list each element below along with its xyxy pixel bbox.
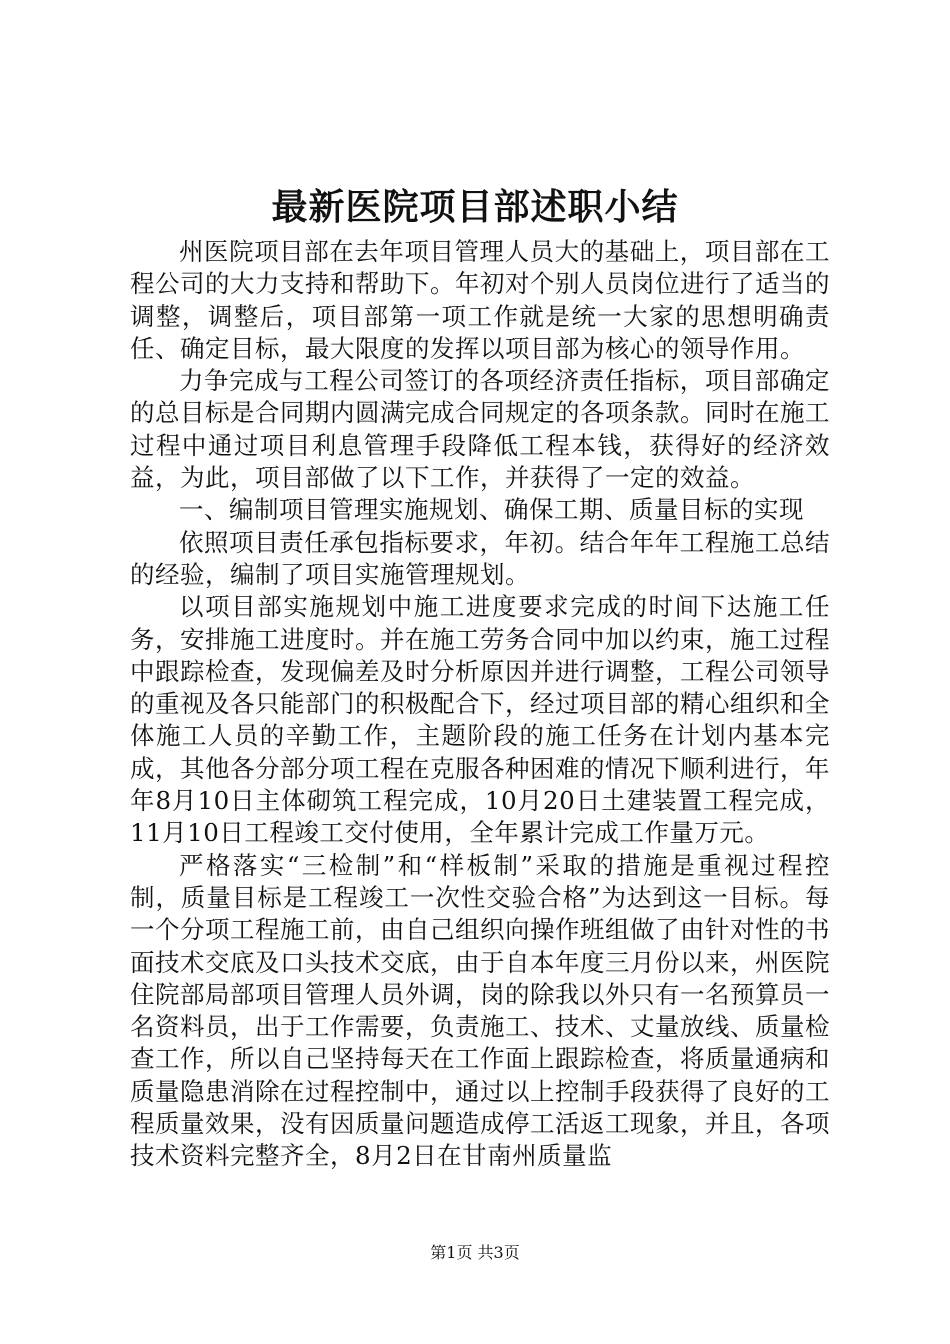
document-body — [130, 236, 830, 1173]
document-title: 最新医院项目部述职小结 — [271, 186, 679, 228]
page-footer: 第1页 共3页 — [430, 1243, 520, 1262]
paragraph-schedule: 以项目部实施规划中施工进度要求完成的时间下达施工任务，安排施工进度时。并在施工劳务合同中加以约束，施工过程中跟踪检查，发现偏差及时分析原因并进行调整，工程公司领导的重视及各只能部门的积极配合下，经过项目部的精心组织和全体施工人员的辛勤工作，主题阶段的施工任务在计划内基本完成，其他各分部分项工程在克服各种困难的情况下顺利进行，年年8月10日主体砌筑工程完成，10月20日土建装置工程完成，11月10日工程竣工交付使用，全年累计完成工作量万元。 — [130, 592, 830, 848]
paragraph-planning: 依照项目责任承包指标要求，年初。结合年年工程施工总结的经验，编制了项目实施管理规划。 — [130, 527, 830, 589]
paragraph-intro: 州医院项目部在去年项目管理人员大的基础上，项目部在工程公司的大力支持和帮助下。年初对个别人员岗位进行了适当的调整，调整后，项目部第一项工作就是统一大家的思想明确责任、确定目标，最大限度的发挥以项目部为核心的领导作用。 — [130, 237, 830, 363]
section-heading-1: 一、编制项目管理实施规划、确保工期、质量目标的实现 — [179, 495, 804, 525]
paragraph-goals: 力争完成与工程公司签订的各项经济责任指标，项目部确定的总目标是合同期内圆满完成合同规定的各项条款。同时在施工过程中通过项目利息管理手段降低工程本钱，获得好的经济效益，为此，项目部做了以下工作，并获得了一定的效益。 — [130, 366, 830, 493]
paragraph-quality: 严格落实“三检制”和“样板制”采取的措施是重视过程控制，质量目标是工程竣工一次性交验合格”为达到这一目标。每一个分项工程施工前，由自己组织向操作班组做了由针对性的书面技术交底及口头技术交底，由于自本年度三月份以来，州医院住院部局部项目管理人员外调，岗的除我以外只有一名预算员一名资料员，出于工作需要，负责施工、技术、丈量放线、质量检查工作，所以自己坚持每天在工作面上跟踪检查，将质量通病和质量隐患消除在过程控制中，通过以上控制手段获得了良好的工程质量效果，没有因质量问题造成停工活返工现象，并且，各项技术资料完整齐全，8月2日在甘南州质量监 — [130, 850, 830, 1171]
